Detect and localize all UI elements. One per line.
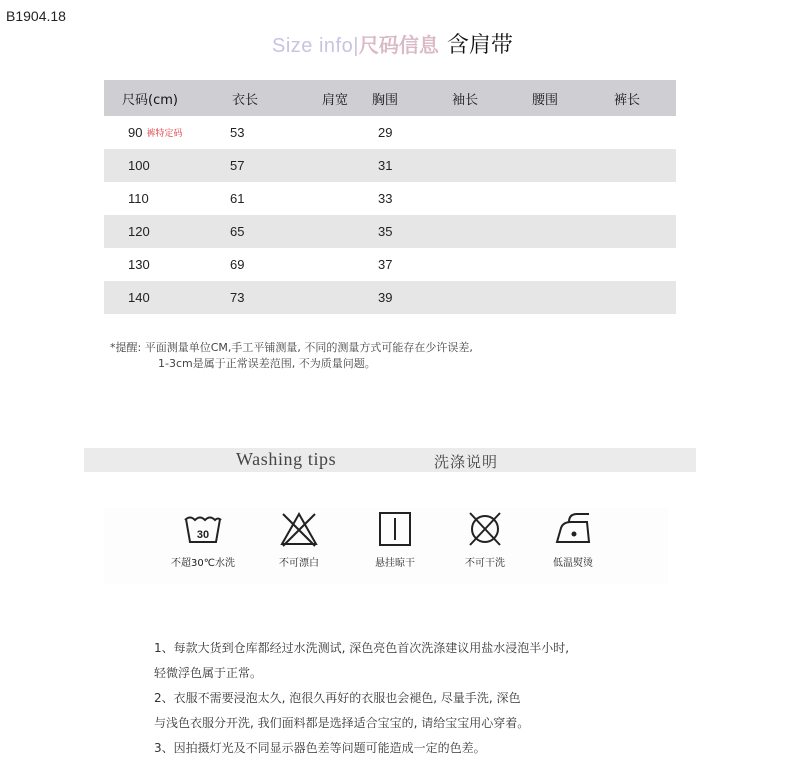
- length-cell: 69: [230, 257, 245, 272]
- chest-cell: 29: [378, 125, 393, 140]
- table-row: [104, 248, 676, 281]
- tip-line: 1、每款大货到仓库都经过水洗测试, 深色亮色首次洗涤建议用盐水浸泡半小时,: [154, 641, 570, 655]
- reminder-line-2: 1-3cm是属于正常误差范围, 不为质量问题。: [158, 357, 376, 370]
- size-value: 90: [128, 125, 143, 140]
- washing-tips-bar: [84, 448, 696, 472]
- care-label: 悬挂晾干: [375, 558, 415, 569]
- tip-line: 3、因拍摄灯光及不同显示器色差等问题可能造成一定的色差。: [154, 741, 486, 755]
- table-row: [104, 149, 676, 182]
- length-cell: 61: [230, 191, 245, 206]
- care-label: 不超30℃水洗: [171, 558, 235, 569]
- care-symbols: [104, 508, 668, 584]
- table-row: [104, 281, 676, 314]
- low-iron-icon: [551, 508, 595, 548]
- size-note: 裤特定码: [146, 128, 183, 138]
- title-cn-light: 尺码信息: [358, 33, 439, 57]
- tip-line: 轻微浮色属于正常。: [154, 666, 263, 680]
- measurement-reminder: [110, 340, 473, 372]
- svg-text:30: 30: [196, 529, 210, 541]
- length-cell: 57: [230, 158, 245, 173]
- washing-notes: [126, 636, 569, 761]
- size-cell: 120: [128, 224, 150, 239]
- size-cell: 140: [128, 290, 150, 305]
- header-shoulder: 肩宽: [322, 92, 349, 108]
- tip-line: 2、衣服不需要浸泡太久, 泡很久再好的衣服也会褪色, 尽量手洗, 深色: [154, 691, 521, 705]
- care-label: 不可漂白: [279, 558, 319, 569]
- chest-cell: 37: [378, 257, 393, 272]
- no-dry-clean-icon: [463, 508, 507, 548]
- header-sleeve: 袖长: [452, 92, 479, 108]
- care-item-hang-dry: [350, 508, 440, 569]
- page-title: [272, 28, 513, 62]
- header-length: 衣长: [232, 92, 259, 108]
- wash-30-icon: [181, 508, 225, 548]
- title-en: Size info|: [272, 35, 359, 57]
- size-cell: 100: [128, 158, 150, 173]
- chest-cell: 31: [378, 158, 393, 173]
- header-chest: 胸围: [372, 92, 399, 108]
- length-cell: 53: [230, 125, 245, 140]
- table-row: [104, 215, 676, 248]
- title-main: 含肩带: [446, 33, 513, 58]
- washing-tips-title-cn: 洗涤说明: [434, 453, 499, 471]
- chest-cell: 33: [378, 191, 393, 206]
- length-cell: 73: [230, 290, 245, 305]
- care-item-wash: [158, 508, 248, 569]
- size-cell: [104, 125, 204, 140]
- chest-cell: 39: [378, 290, 393, 305]
- care-item-no-bleach: [254, 508, 344, 569]
- care-item-low-iron: [528, 508, 618, 569]
- care-item-no-dry-clean: [440, 508, 530, 569]
- length-cell: 65: [230, 224, 245, 239]
- product-code: B1904.18: [6, 8, 66, 24]
- tip-line: 与浅色衣服分开洗, 我们面料都是选择适合宝宝的, 请给宝宝用心穿着。: [154, 716, 530, 730]
- care-label: 低温熨烫: [553, 558, 593, 569]
- header-size: 尺码(cm): [122, 92, 178, 108]
- header-waist: 腰围: [532, 92, 559, 108]
- washing-tips-title-en: Washing tips: [236, 449, 337, 469]
- header-pants: 裤长: [614, 92, 641, 108]
- table-row: [104, 182, 676, 215]
- no-bleach-icon: [277, 508, 321, 548]
- size-table-header: [104, 80, 676, 116]
- hang-dry-icon: [373, 508, 417, 548]
- care-label: 不可干洗: [465, 558, 505, 569]
- table-row: [104, 116, 676, 149]
- size-table: [104, 80, 676, 314]
- size-cell: 130: [128, 257, 150, 272]
- size-cell: 110: [128, 191, 149, 206]
- chest-cell: 35: [378, 224, 393, 239]
- reminder-line-1: *提醒: 平面测量单位CM,手工平铺测量, 不同的测量方式可能存在少许误差,: [110, 341, 473, 354]
